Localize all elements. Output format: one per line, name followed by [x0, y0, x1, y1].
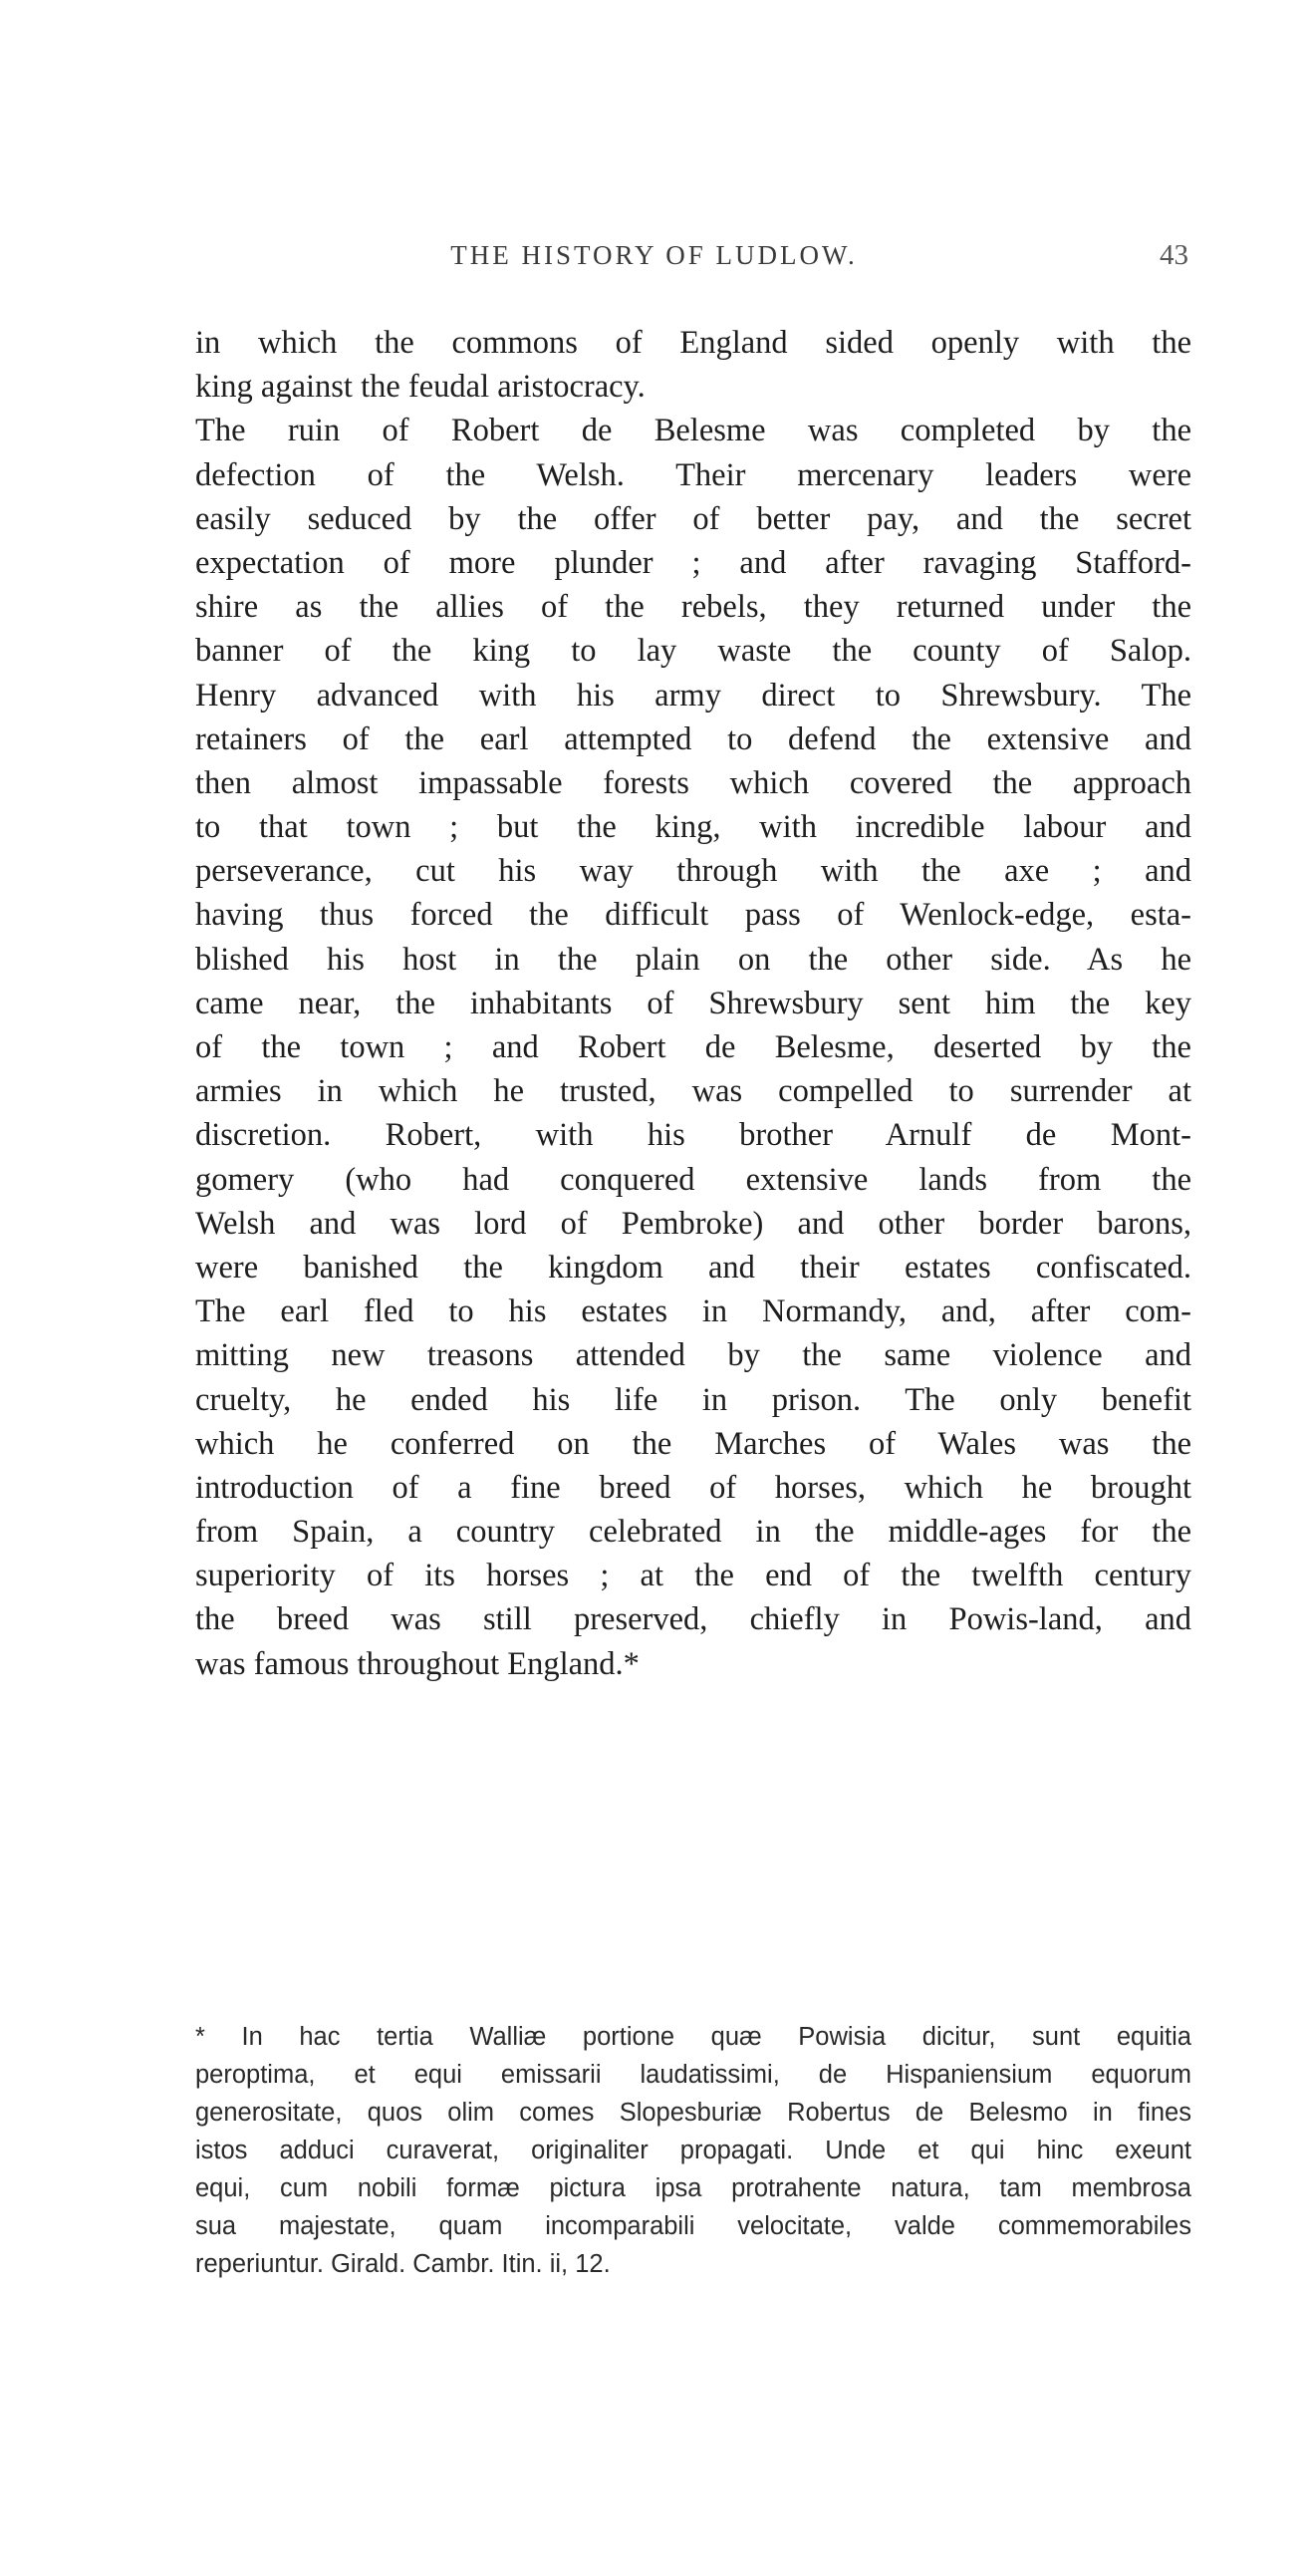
footnote-line: istos adduci curaverat, originaliter propagati. Unde et qui hinc exeunt [195, 2137, 1191, 2164]
footnote-line: peroptima, et equi emissarii laudatissimi, de Hispaniensium equorum [195, 2061, 1191, 2089]
text-line: perseverance, cut his way through with the axe ; and [195, 853, 1191, 890]
text-line: blished his host in the plain on the other side. As he [195, 941, 1191, 978]
footnote-line: * In hac tertia Walliæ portione quæ Powisia dicitur, sunt equitia [195, 2023, 1191, 2051]
text-line: introduction of a fine breed of horses, which he brought [195, 1469, 1191, 1506]
text-line: armies in which he trusted, was compelled to surrender at [195, 1073, 1191, 1110]
text-line: mitting new treasons attended by the same violence and [195, 1337, 1191, 1374]
page-number: 43 [1160, 239, 1188, 271]
text-line: easily seduced by the offer of better pay, and the secret [195, 500, 1191, 537]
text-line: then almost impassable forests which covered the approach [195, 764, 1191, 801]
text-line: which he conferred on the Marches of Wales was the [195, 1425, 1191, 1462]
text-line: defection of the Welsh. Their mercenary leaders were [195, 456, 1191, 493]
text-line: The earl fled to his estates in Normandy, and, after com- [195, 1293, 1191, 1330]
text-line: cruelty, he ended his life in prison. The only benefit [195, 1381, 1191, 1418]
text-line: was famous throughout England.* [195, 1645, 640, 1682]
text-line: having thus forced the difficult pass of Wenlock-edge, esta- [195, 897, 1191, 934]
text-line: discretion. Robert, with his brother Arnulf de Mont- [195, 1117, 1191, 1154]
text-line: Henry advanced with his army direct to Shrewsbury. The [195, 677, 1191, 714]
text-line: the breed was still preserved, chiefly in Powis-land, and [195, 1601, 1191, 1638]
running-head [0, 235, 1308, 275]
text-line: king against the feudal aristocracy. [195, 369, 646, 406]
text-line: to that town ; but the king, with incredible labour and [195, 809, 1191, 846]
text-line: came near, the inhabitants of Shrewsbury sent him the key [195, 985, 1191, 1021]
text-line: shire as the allies of the rebels, they returned under the [195, 589, 1191, 626]
text-line: banner of the king to lay waste the county of Salop. [195, 633, 1191, 670]
footnote [195, 2018, 1191, 2283]
text-line: in which the commons of England sided openly with the [195, 325, 1191, 361]
body-text [195, 321, 1191, 1686]
text-line: of the town ; and Robert de Belesme, deserted by the [195, 1029, 1191, 1065]
text-line: superiority of its horses ; at the end of the twelfth century [195, 1558, 1191, 1594]
footnote-line: sua majestate, quam incomparabili velocitate, valde commemorabiles [195, 2212, 1191, 2240]
footnote-line: reperiuntur. Girald. Cambr. Itin. ii, 12. [195, 2250, 611, 2278]
running-title: THE HISTORY OF LUDLOW. [450, 240, 858, 270]
text-line: from Spain, a country celebrated in the middle-ages for the [195, 1514, 1191, 1551]
footnote-line: equi, cum nobili formæ pictura ipsa protrahente natura, tam membrosa [195, 2174, 1191, 2202]
text-line: were banished the kingdom and their estates confiscated. [195, 1249, 1191, 1286]
text-line: The ruin of Robert de Belesme was completed by the [195, 413, 1191, 449]
text-line: retainers of the earl attempted to defend the extensive and [195, 720, 1191, 757]
text-line: expectation of more plunder ; and after ravaging Stafford- [195, 544, 1191, 581]
text-line: Welsh and was lord of Pembroke) and other border barons, [195, 1205, 1191, 1242]
footnote-line: generositate, quos olim comes Slopesburiæ Robertus de Belesmo in fines [195, 2099, 1191, 2127]
text-line: gomery (who had conquered extensive lands from the [195, 1161, 1191, 1198]
